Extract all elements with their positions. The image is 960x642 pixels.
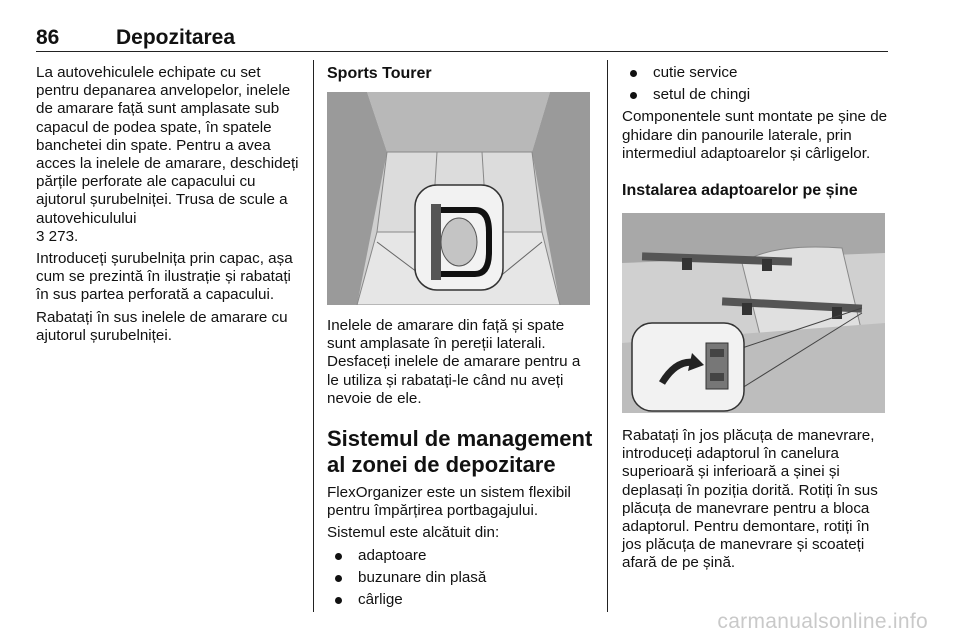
col1-paragraph-2: Introduceți șurubelnița prin capac, așa cum se prezintă în ilustrație și rabatați în sus partea perforată a capacului.	[36, 250, 293, 304]
column-divider-1	[313, 60, 314, 612]
column-1	[36, 64, 304, 349]
section-heading-storage-management: Sistemul de management al zonei de depozitare	[327, 426, 593, 478]
trunk-tie-down-illustration	[327, 92, 590, 305]
list-item: buzunare din plasă	[327, 569, 595, 587]
col2-paragraph-3: Sistemul este alcătuit din:	[327, 524, 500, 542]
page-ref-arrow-icon: 3	[36, 227, 45, 245]
column-divider-2	[607, 60, 608, 612]
col2-paragraph-2: FlexOrganizer este un sistem flexibil pentru împărțirea portbagajului.	[327, 484, 571, 520]
section-title: Depozitarea	[116, 26, 236, 49]
figure-heading: Sports Tourer	[327, 65, 432, 82]
section-heading-adapter-install: Instalarea adaptoarelor pe șine	[622, 182, 858, 200]
bullet-icon	[630, 70, 637, 77]
header-rule	[36, 51, 888, 52]
bullet-icon	[630, 92, 637, 99]
page-header	[36, 26, 886, 50]
adapter-rail-illustration	[622, 213, 885, 413]
list-item: adaptoare	[327, 547, 595, 565]
components-list	[327, 547, 595, 610]
col3-paragraph-1: Componentele sunt montate pe șine de ghidare din panourile laterale, prin intermediul adaptoarelor și cârligelor.	[622, 108, 888, 162]
column-2	[327, 64, 595, 613]
footer-watermark: carmanualsonline.info	[717, 610, 928, 633]
col2-paragraph-1: Inelele de amarare din față și spate sunt amplasate în pereții laterali. Desfaceți inelele de amarare pentru a le utiliza și rabatați-le când nu aveți nevoie de ele.	[327, 317, 581, 407]
components-list-continued	[622, 64, 890, 104]
list-item: cârlige	[327, 591, 595, 609]
page-number: 86	[36, 26, 60, 49]
list-item: setul de chingi	[622, 86, 890, 104]
bullet-icon	[335, 575, 342, 582]
col3-paragraph-2: Rabatați în jos plăcuța de manevrare, introduceți adaptorul în canelura superioară și inferioară a șinei și deplasați în poziția dorită. Rotiți în sus plăcuța de manevrare pentru a bloca adaptorul. Pentru demontare, rotiți în jos plăcuța de manevrare și scoateți afară de pe șină.	[622, 427, 878, 572]
column-3	[622, 64, 890, 577]
col1-paragraph-3: Rabatați în sus inelele de amarare cu ajutorul șurubelniței.	[36, 308, 288, 344]
col1-paragraph-1: La autovehiculele echipate cu set pentru depanarea anvelopelor, inelele de amarare față sunt amplasate sub capacul de podea spate, în spatele banchetei din spate. Pentru a avea acces la inelele de amarare, deschideți părțile perforate ale capacului cu ajutorul șurubelniței. Trusa de scule a autovehiculului 3 273.	[36, 64, 299, 245]
bullet-icon	[335, 553, 342, 560]
page-ref-number: 273.	[44, 227, 79, 245]
list-item: cutie service	[622, 64, 890, 82]
bullet-icon	[335, 597, 342, 604]
